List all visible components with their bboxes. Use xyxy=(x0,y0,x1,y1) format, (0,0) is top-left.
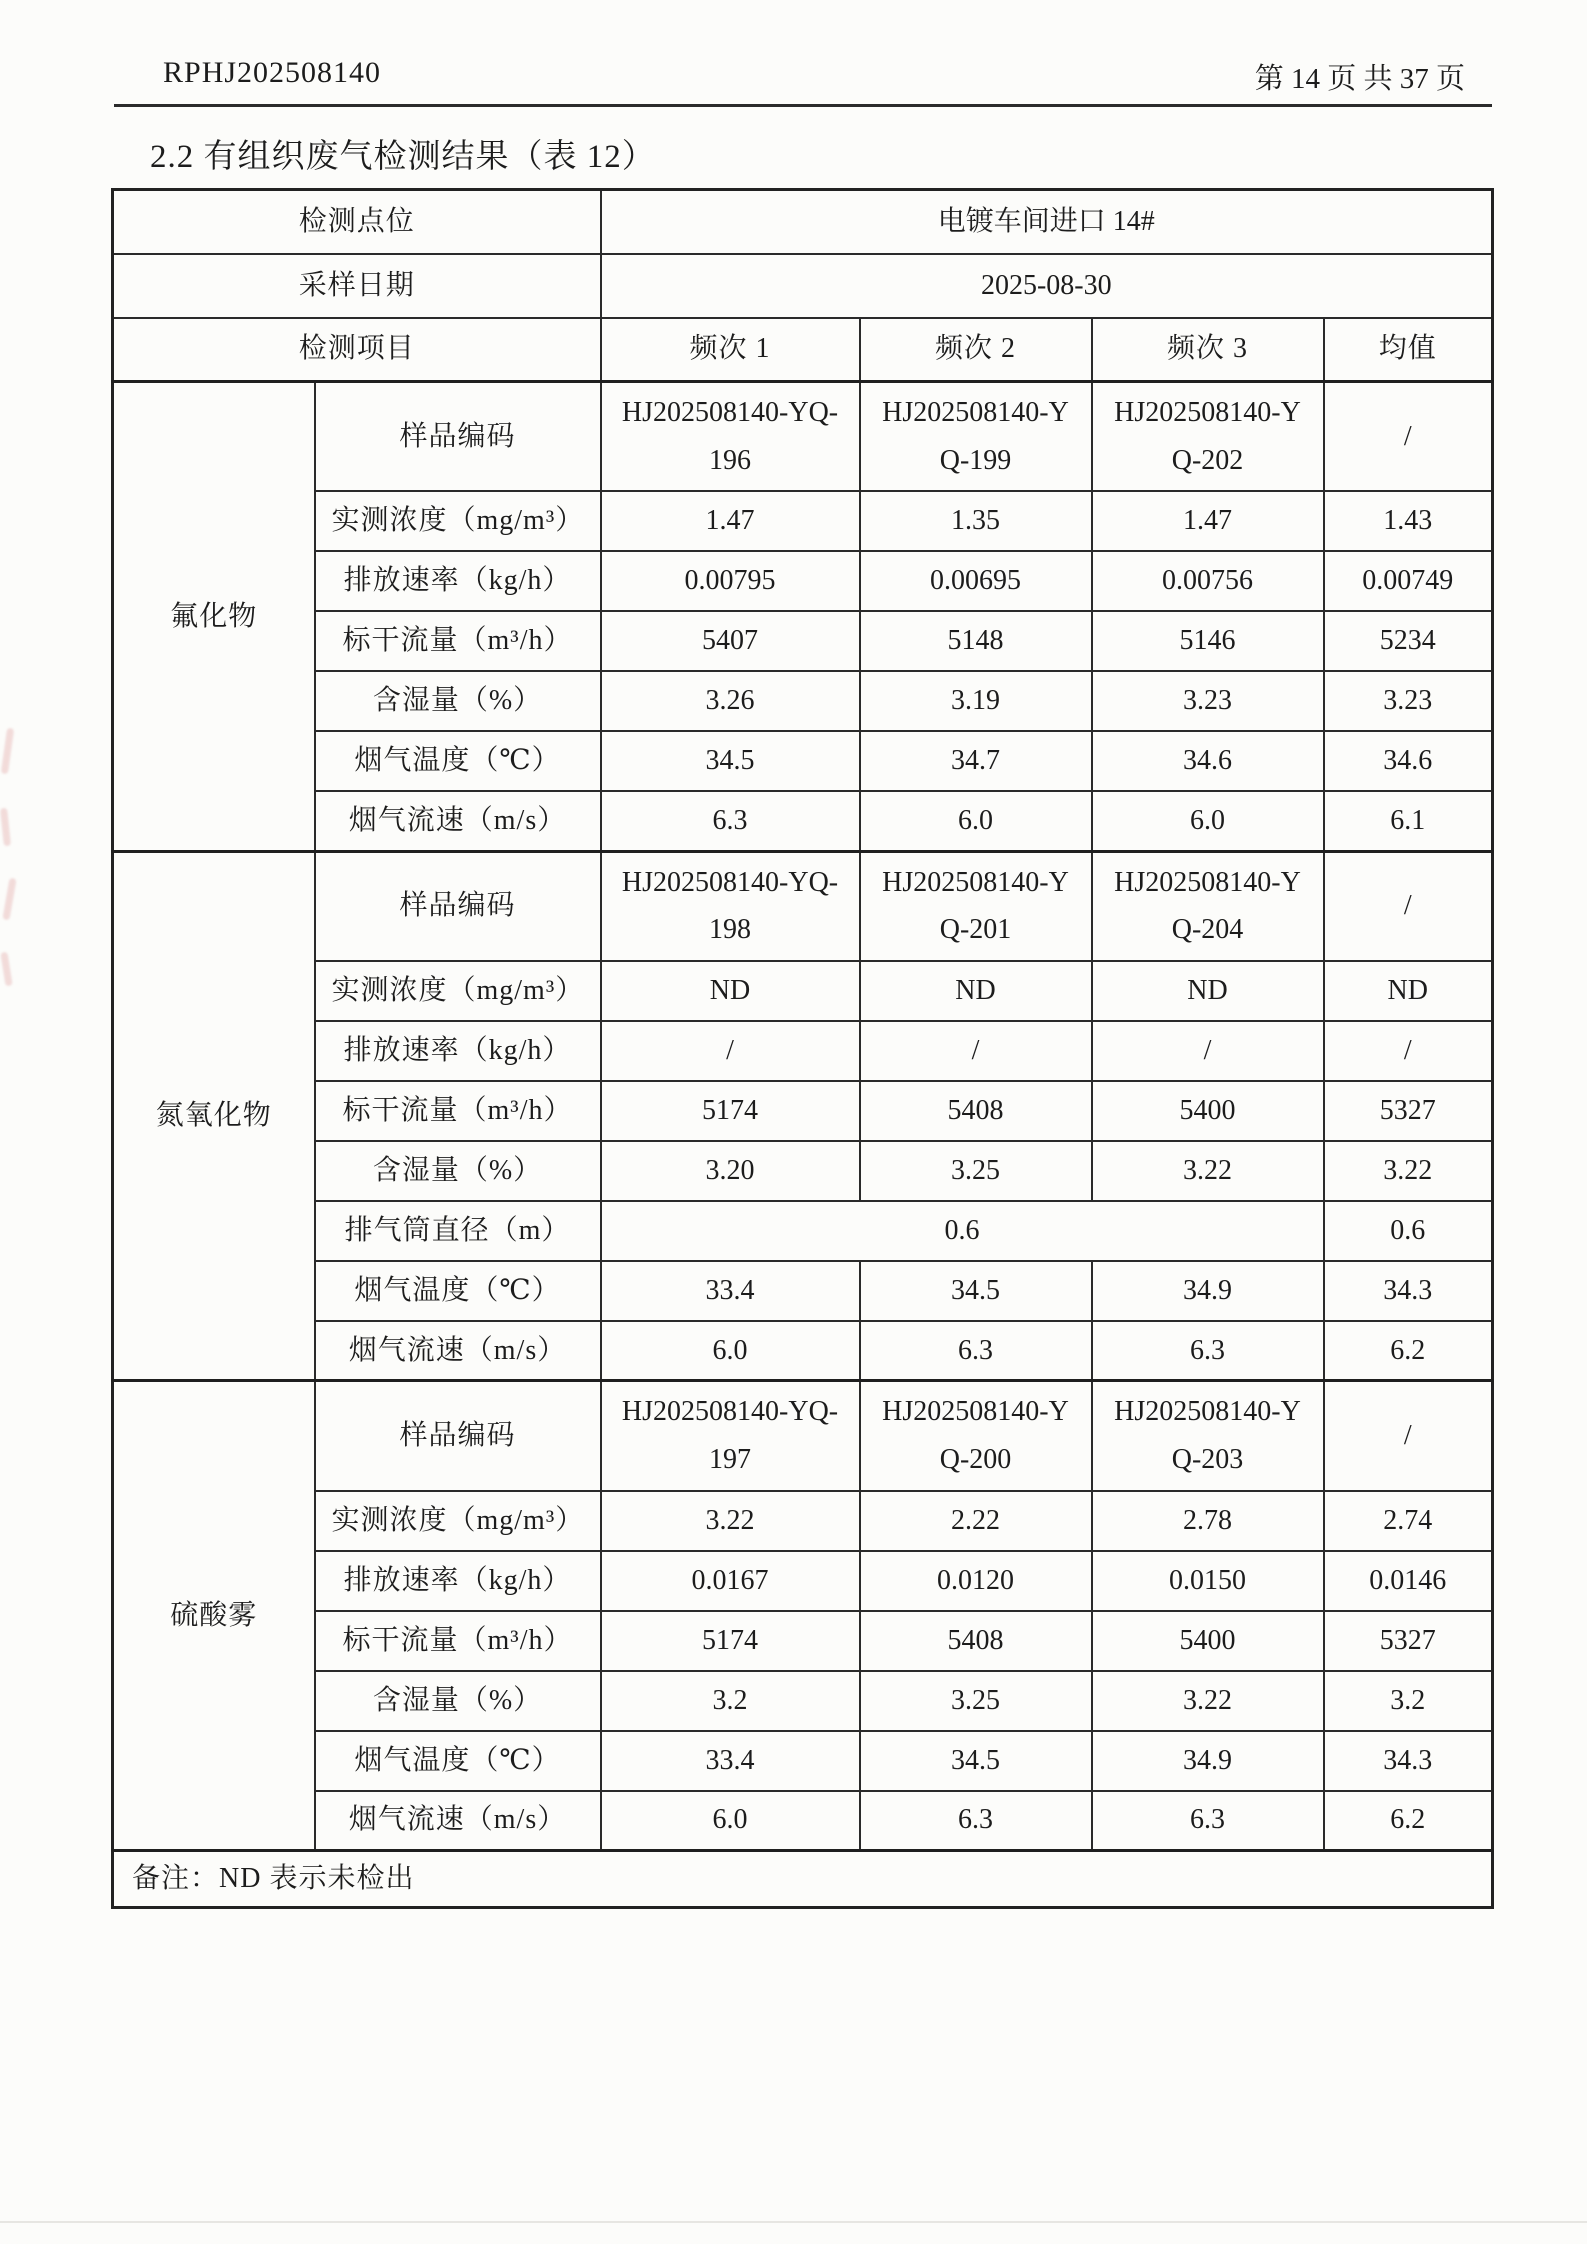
row-label: 烟气温度（℃） xyxy=(315,731,601,791)
data-row xyxy=(113,731,1493,791)
data-row xyxy=(113,551,1493,611)
value-cell: 3.22 xyxy=(601,1491,860,1551)
data-row xyxy=(113,1491,1493,1551)
value-cell: 2.22 xyxy=(860,1491,1092,1551)
value-cell: HJ202508140-YQ-197 xyxy=(601,1381,860,1491)
value-cell: 5408 xyxy=(860,1611,1092,1671)
value-cell: ND xyxy=(1324,961,1493,1021)
data-row xyxy=(113,961,1493,1021)
value-cell: 34.5 xyxy=(860,1261,1092,1321)
results-table xyxy=(111,188,1494,1909)
row-label: 样品编码 xyxy=(315,1381,601,1491)
value-cell: 0.00695 xyxy=(860,551,1092,611)
header-rule xyxy=(114,104,1492,107)
data-row xyxy=(113,1201,1493,1261)
meta-label: 检测点位 xyxy=(113,190,601,254)
scan-edge-line xyxy=(0,2221,1587,2223)
value-cell: 5146 xyxy=(1092,611,1324,671)
column-header: 均值 xyxy=(1324,318,1493,382)
data-row xyxy=(113,491,1493,551)
scan-artifact xyxy=(1,728,14,775)
row-label: 排放速率（kg/h） xyxy=(315,1551,601,1611)
data-row xyxy=(113,1611,1493,1671)
data-row xyxy=(113,382,1493,492)
value-cell: 33.4 xyxy=(601,1261,860,1321)
value-cell: ND xyxy=(860,961,1092,1021)
value-cell: 0.6 xyxy=(1324,1201,1493,1261)
row-label: 实测浓度（mg/m³） xyxy=(315,491,601,551)
value-cell: 6.1 xyxy=(1324,791,1493,851)
row-label: 烟气温度（℃） xyxy=(315,1731,601,1791)
value-cell: 3.25 xyxy=(860,1671,1092,1731)
value-cell: / xyxy=(1092,1021,1324,1081)
value-cell: 3.2 xyxy=(601,1671,860,1731)
value-cell: 34.3 xyxy=(1324,1731,1493,1791)
row-label: 排放速率（kg/h） xyxy=(315,1021,601,1081)
value-cell: 0.0150 xyxy=(1092,1551,1324,1611)
value-cell: 3.22 xyxy=(1092,1671,1324,1731)
value-cell: 0.00749 xyxy=(1324,551,1493,611)
scan-artifact xyxy=(2,878,16,921)
value-cell: 3.23 xyxy=(1324,671,1493,731)
value-cell: 6.3 xyxy=(1092,1321,1324,1381)
value-cell: 1.35 xyxy=(860,491,1092,551)
value-cell: HJ202508140-YQ-199 xyxy=(860,382,1092,492)
value-cell: 0.00795 xyxy=(601,551,860,611)
data-row xyxy=(113,1551,1493,1611)
value-cell: HJ202508140-YQ-204 xyxy=(1092,851,1324,961)
value-cell: 5407 xyxy=(601,611,860,671)
value-cell: / xyxy=(1324,1021,1493,1081)
data-row xyxy=(113,1381,1493,1491)
row-label: 样品编码 xyxy=(315,382,601,492)
value-cell: 3.19 xyxy=(860,671,1092,731)
row-label: 排放速率（kg/h） xyxy=(315,551,601,611)
value-cell: 3.20 xyxy=(601,1141,860,1201)
value-cell: 5174 xyxy=(601,1611,860,1671)
value-cell: 6.3 xyxy=(860,1791,1092,1851)
row-label: 标干流量（m³/h） xyxy=(315,1611,601,1671)
row-label: 烟气流速（m/s） xyxy=(315,1791,601,1851)
value-cell: 0.0120 xyxy=(860,1551,1092,1611)
note-text: 备注：ND 表示未检出 xyxy=(113,1851,1493,1908)
column-header: 频次 1 xyxy=(601,318,860,382)
value-cell: 5327 xyxy=(1324,1081,1493,1141)
value-cell: 3.26 xyxy=(601,671,860,731)
value-cell: ND xyxy=(1092,961,1324,1021)
column-header-label: 检测项目 xyxy=(113,318,601,382)
row-label: 实测浓度（mg/m³） xyxy=(315,1491,601,1551)
category-cell: 氟化物 xyxy=(113,382,315,852)
value-cell: 3.25 xyxy=(860,1141,1092,1201)
value-cell: 34.9 xyxy=(1092,1261,1324,1321)
scan-artifact xyxy=(0,952,12,987)
data-row xyxy=(113,1261,1493,1321)
value-cell: 5400 xyxy=(1092,1611,1324,1671)
value-cell: 6.2 xyxy=(1324,1321,1493,1381)
page-indicator: 第 14 页 共 37 页 xyxy=(1254,63,1465,95)
value-cell: 5408 xyxy=(860,1081,1092,1141)
value-cell: 34.7 xyxy=(860,731,1092,791)
scan-artifact xyxy=(0,808,11,847)
row-label: 烟气温度（℃） xyxy=(315,1261,601,1321)
value-cell: 6.3 xyxy=(601,791,860,851)
value-cell: 5148 xyxy=(860,611,1092,671)
value-cell: 34.6 xyxy=(1324,731,1493,791)
data-row xyxy=(113,1791,1493,1851)
value-cell: 6.0 xyxy=(860,791,1092,851)
value-cell: 3.23 xyxy=(1092,671,1324,731)
value-cell: 5174 xyxy=(601,1081,860,1141)
data-row xyxy=(113,1021,1493,1081)
meta-value: 电镀车间进口 14# xyxy=(601,190,1493,254)
row-label: 烟气流速（m/s） xyxy=(315,791,601,851)
value-cell: / xyxy=(601,1021,860,1081)
value-cell: 3.22 xyxy=(1092,1141,1324,1201)
value-cell: 6.0 xyxy=(601,1321,860,1381)
value-cell: 0.6 xyxy=(601,1201,1324,1261)
value-cell: 0.0167 xyxy=(601,1551,860,1611)
columns-header-row xyxy=(113,318,1493,382)
value-cell: 33.4 xyxy=(601,1731,860,1791)
value-cell: HJ202508140-YQ-198 xyxy=(601,851,860,961)
row-label: 排气筒直径（m） xyxy=(315,1201,601,1261)
category-cell: 硫酸雾 xyxy=(113,1381,315,1851)
value-cell: 3.22 xyxy=(1324,1141,1493,1201)
value-cell: / xyxy=(1324,851,1493,961)
row-label: 含湿量（%） xyxy=(315,1671,601,1731)
value-cell: HJ202508140-YQ-203 xyxy=(1092,1381,1324,1491)
value-cell: 2.74 xyxy=(1324,1491,1493,1551)
report-number: RPHJ202508140 xyxy=(163,56,382,89)
section-title: 2.2 有组织废气检测结果（表 12） xyxy=(150,139,656,175)
data-row xyxy=(113,611,1493,671)
column-header: 频次 3 xyxy=(1092,318,1324,382)
meta-row xyxy=(113,190,1493,254)
value-cell: 5400 xyxy=(1092,1081,1324,1141)
value-cell: 34.9 xyxy=(1092,1731,1324,1791)
data-row xyxy=(113,1141,1493,1201)
value-cell: HJ202508140-YQ-200 xyxy=(860,1381,1092,1491)
value-cell: 6.0 xyxy=(1092,791,1324,851)
data-row xyxy=(113,1671,1493,1731)
value-cell: 0.00756 xyxy=(1092,551,1324,611)
value-cell: 34.5 xyxy=(860,1731,1092,1791)
value-cell: HJ202508140-YQ-201 xyxy=(860,851,1092,961)
value-cell: 5327 xyxy=(1324,1611,1493,1671)
row-label: 含湿量（%） xyxy=(315,1141,601,1201)
value-cell: / xyxy=(860,1021,1092,1081)
value-cell: HJ202508140-YQ-202 xyxy=(1092,382,1324,492)
value-cell: 34.5 xyxy=(601,731,860,791)
data-row xyxy=(113,671,1493,731)
value-cell: 34.3 xyxy=(1324,1261,1493,1321)
value-cell: 1.43 xyxy=(1324,491,1493,551)
value-cell: HJ202508140-YQ-196 xyxy=(601,382,860,492)
category-cell: 氮氧化物 xyxy=(113,851,315,1381)
data-row xyxy=(113,791,1493,851)
value-cell: 5234 xyxy=(1324,611,1493,671)
row-label: 样品编码 xyxy=(315,851,601,961)
value-cell: 3.2 xyxy=(1324,1671,1493,1731)
value-cell: 6.2 xyxy=(1324,1791,1493,1851)
value-cell: 6.3 xyxy=(860,1321,1092,1381)
note-row xyxy=(113,1851,1493,1908)
row-label: 实测浓度（mg/m³） xyxy=(315,961,601,1021)
value-cell: ND xyxy=(601,961,860,1021)
column-header: 频次 2 xyxy=(860,318,1092,382)
value-cell: 6.0 xyxy=(601,1791,860,1851)
row-label: 含湿量（%） xyxy=(315,671,601,731)
value-cell: 2.78 xyxy=(1092,1491,1324,1551)
row-label: 标干流量（m³/h） xyxy=(315,1081,601,1141)
data-row xyxy=(113,1731,1493,1791)
meta-label: 采样日期 xyxy=(113,254,601,318)
meta-row xyxy=(113,254,1493,318)
value-cell: 6.3 xyxy=(1092,1791,1324,1851)
meta-value: 2025-08-30 xyxy=(601,254,1493,318)
row-label: 标干流量（m³/h） xyxy=(315,611,601,671)
data-row xyxy=(113,851,1493,961)
value-cell: / xyxy=(1324,1381,1493,1491)
value-cell: / xyxy=(1324,382,1493,492)
data-row xyxy=(113,1321,1493,1381)
value-cell: 34.6 xyxy=(1092,731,1324,791)
value-cell: 1.47 xyxy=(1092,491,1324,551)
value-cell: 1.47 xyxy=(601,491,860,551)
value-cell: 0.0146 xyxy=(1324,1551,1493,1611)
row-label: 烟气流速（m/s） xyxy=(315,1321,601,1381)
data-row xyxy=(113,1081,1493,1141)
